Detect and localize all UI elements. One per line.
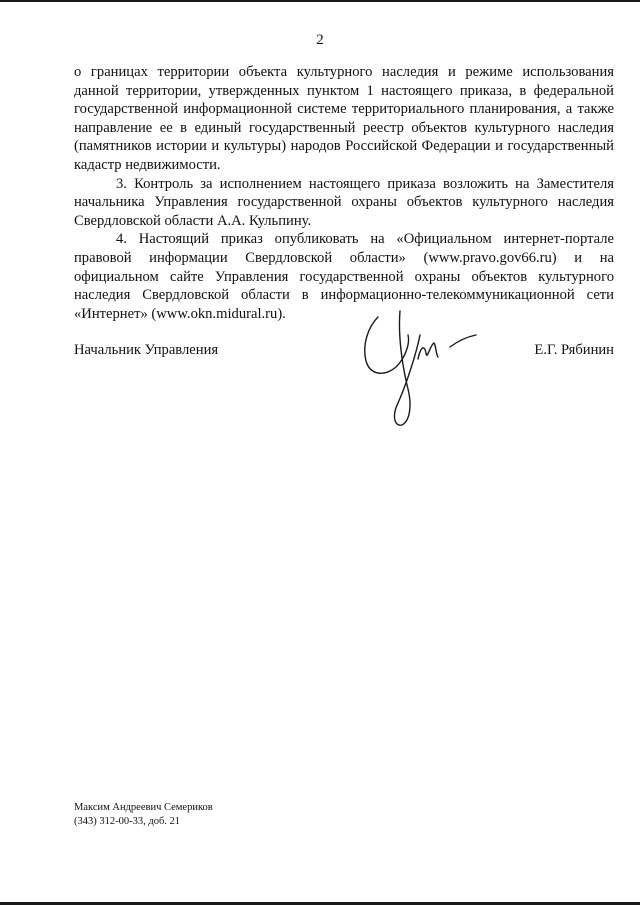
executor-phone: (343) 312-00-33, доб. 21: [74, 816, 181, 827]
signature-block: [74, 341, 614, 363]
signer-name: Е.Г. Рябинин: [534, 342, 614, 358]
page-number: 2: [316, 32, 324, 48]
handwritten-signature-icon: [352, 305, 482, 430]
document-body: [74, 63, 614, 323]
executor-info: [74, 801, 213, 829]
paragraph-3: 3. Контроль за исполнением настоящего приказа возложить на Заместителя начальника Управления государственной охраны объектов культурного наследия Свердловской области А.А. Кульпину.: [74, 175, 614, 229]
signer-position: Начальник Управления: [74, 342, 219, 358]
paragraph-4: 4. Настоящий приказ опубликовать на «Официальном интернет-портале правовой информации Свердловской области» (www.pravo.gov66.ru) и на официальном сайте Управления государственной охраны объектов культурного наследия Свердловской области в информационно-телекоммуникационной сети «Интернет» (www.okn.midural.ru).: [74, 231, 614, 322]
paragraph-continuation: о границах территории объекта культурного наследия и режиме использования данной территории, утвержденных пунктом 1 настоящего приказа, в федеральной государственной информационной системе территориального планирования, а также направление ее в единый государственный реестр объектов культурного наследия (памятников истории и культуры) народов Российской Федерации и государственный кадастр недвижимости.: [74, 64, 614, 173]
scan-edge-top: [0, 0, 640, 2]
executor-name: Максим Андреевич Семериков: [74, 802, 213, 813]
